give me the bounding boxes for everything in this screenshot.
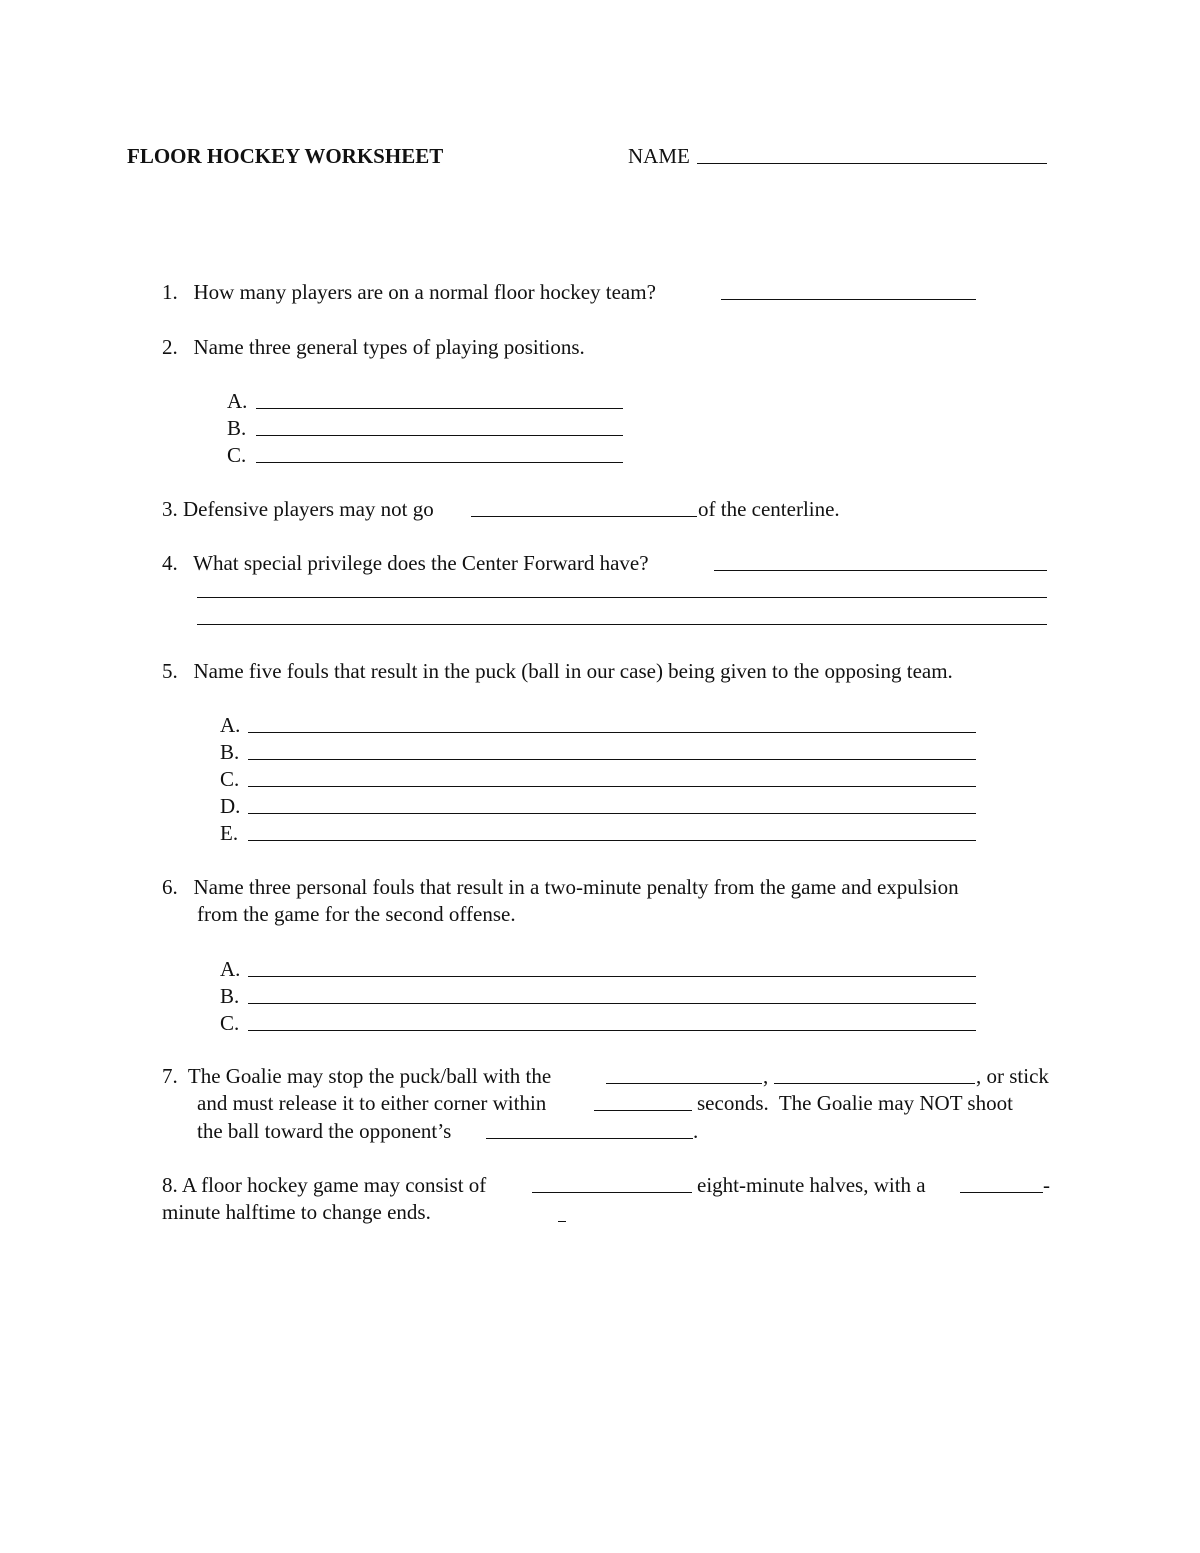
question-8-mid: eight-minute halves, with a (697, 1173, 926, 1197)
stray-mark (558, 1221, 566, 1222)
q2-option-label: C. (227, 443, 247, 467)
name-label: NAME (628, 144, 690, 168)
q2-answer-line[interactable] (256, 462, 623, 463)
q2-answer-line[interactable] (256, 435, 623, 436)
q5-answer-line[interactable] (248, 813, 976, 814)
q5-option-label: B. (220, 740, 240, 764)
q1-answer-line[interactable] (721, 299, 976, 300)
question-3: 3. Defensive players may not go (162, 497, 434, 521)
q4-answer-line[interactable] (714, 570, 1047, 571)
q7-answer-line[interactable] (606, 1083, 762, 1084)
q4-answer-line[interactable] (197, 624, 1047, 625)
question-1: 1. How many players are on a normal floor hockey team? (162, 280, 656, 304)
q6-option-label: B. (220, 984, 240, 1008)
question-3-end: of the centerline. (698, 497, 840, 521)
question-6: 6. Name three personal fouls that result in a two-minute penalty from the game and expulsion (162, 875, 959, 899)
q8-answer-line[interactable] (960, 1192, 1043, 1193)
question-7: 7. The Goalie may stop the puck/ball with the (162, 1064, 552, 1088)
question-2: 2. Name three general types of playing positions. (162, 335, 585, 359)
name-answer-line[interactable] (697, 163, 1047, 164)
q3-answer-line[interactable] (471, 516, 697, 517)
q6-answer-line[interactable] (248, 1003, 976, 1004)
q2-option-label: B. (227, 416, 247, 440)
q8-answer-line[interactable] (532, 1192, 692, 1193)
question-7-line3: the ball toward the opponent’s (197, 1119, 452, 1143)
q5-answer-line[interactable] (248, 759, 976, 760)
q5-option-label: C. (220, 767, 240, 791)
question-8: 8. A floor hockey game may consist of (162, 1173, 487, 1197)
q5-option-label: E. (220, 821, 239, 845)
q5-answer-line[interactable] (248, 786, 976, 787)
worksheet-title: FLOOR HOCKEY WORKSHEET (127, 144, 444, 168)
q7-or-stick: , or stick (976, 1064, 1049, 1088)
q2-option-label: A. (227, 389, 248, 413)
q7-answer-line[interactable] (774, 1083, 975, 1084)
q6-option-label: C. (220, 1011, 240, 1035)
q6-answer-line[interactable] (248, 976, 976, 977)
q7-answer-line[interactable] (486, 1138, 693, 1139)
question-8-line2: minute halftime to change ends. (162, 1200, 431, 1224)
q6-answer-line[interactable] (248, 1030, 976, 1031)
q5-answer-line[interactable] (248, 840, 976, 841)
q7-period: . (693, 1119, 699, 1143)
q5-option-label: A. (220, 713, 241, 737)
q6-option-label: A. (220, 957, 241, 981)
question-7-line2-end: seconds. The Goalie may NOT shoot (697, 1091, 1013, 1115)
q5-option-label: D. (220, 794, 241, 818)
q8-hyphen: - (1043, 1173, 1050, 1197)
q2-answer-line[interactable] (256, 408, 623, 409)
q5-answer-line[interactable] (248, 732, 976, 733)
q7-comma: , (763, 1064, 769, 1088)
q7-answer-line[interactable] (594, 1110, 692, 1111)
question-4: 4. What special privilege does the Center Forward have? (162, 551, 649, 575)
q4-answer-line[interactable] (197, 597, 1047, 598)
question-6-cont: from the game for the second offense. (197, 902, 516, 926)
question-7-line2: and must release it to either corner within (197, 1091, 547, 1115)
question-5: 5. Name five fouls that result in the puck (ball in our case) being given to the opposing team. (162, 659, 953, 683)
